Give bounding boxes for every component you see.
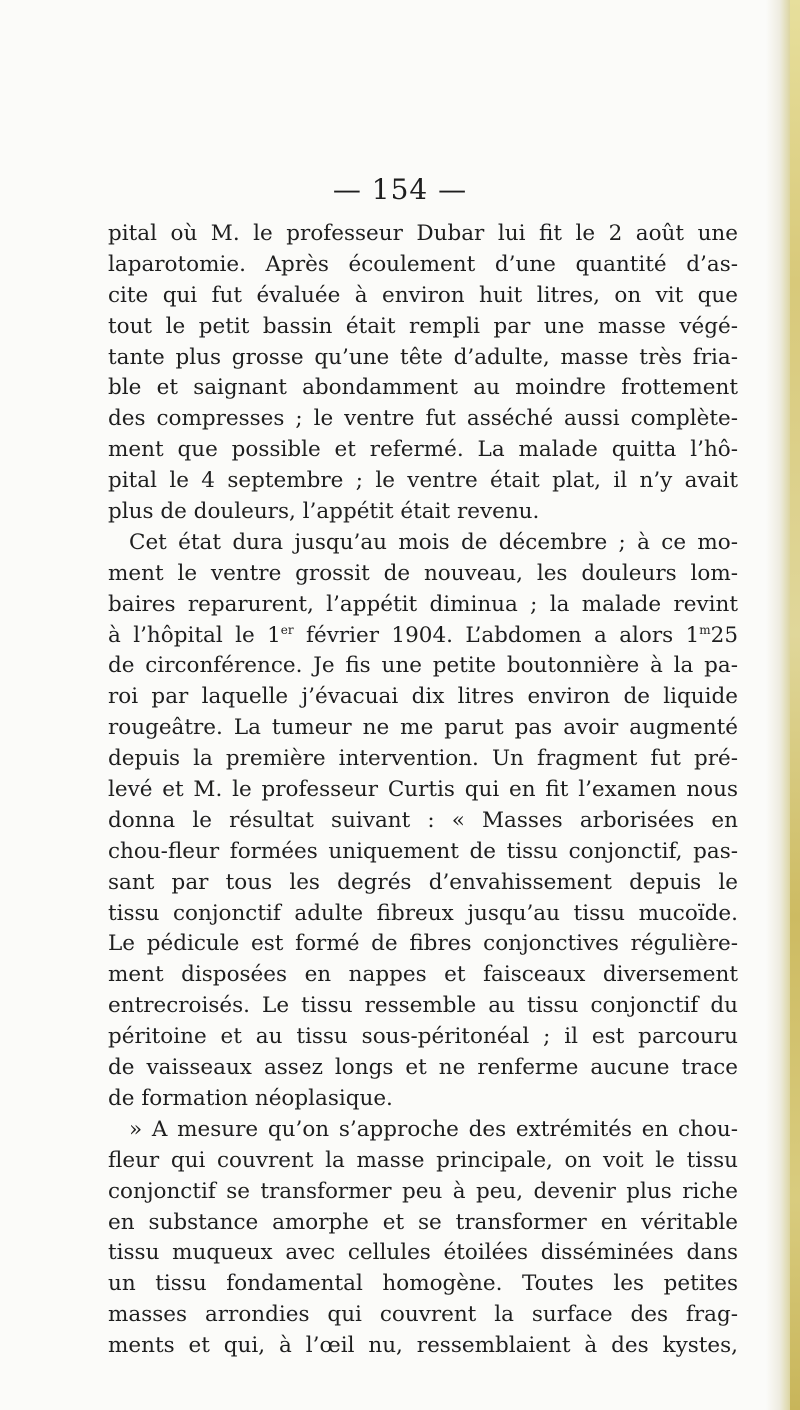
text-line: plus de douleurs, l’appétit était revenu.: [108, 499, 540, 525]
text-line: donna le résultat suivant : « Masses arborisées en: [108, 807, 738, 833]
text-line: Cet état dura jusqu’au mois de décembre ; à ce mo-: [129, 529, 738, 555]
text-line: rougeâtre. La tumeur ne me parut pas avoir augmenté: [108, 715, 738, 741]
text-segment: 25: [710, 622, 739, 648]
text-line: ment que possible et refermé. La malade quitta l’hô-: [108, 437, 738, 463]
page-edge-stain: [790, 0, 800, 1410]
text-line: masses arrondies qui couvrent la surface des frag-: [108, 1302, 738, 1328]
superscript: m: [699, 622, 711, 637]
text-line-with-superscripts: [108, 621, 738, 652]
body-text: [108, 219, 738, 1362]
text-line: de formation néoplasique.: [108, 1085, 393, 1111]
text-line: tissu muqueux avec cellules étoilées disséminées dans: [108, 1240, 738, 1266]
superscript: er: [280, 622, 294, 637]
text-line: péritoine et au tissu sous-péritonéal ; il est parcouru: [108, 1024, 738, 1050]
text-line: Le pédicule est formé de fibres conjonctives régulière-: [108, 931, 738, 957]
text-line: tout le petit bassin était rempli par une masse végé-: [108, 313, 738, 339]
text-line: pital le 4 septembre ; le ventre était plat, il n’y avait: [108, 468, 738, 494]
text-line: ble et saignant abondamment au moindre frottement: [108, 375, 738, 401]
text-line: cite qui fut évaluée à environ huit litres, on vit que: [108, 282, 738, 308]
text-line: fleur qui couvrent la masse principale, on voit le tissu: [108, 1147, 738, 1173]
text-line: ments et qui, à l’œil nu, ressemblaient à des kystes,: [108, 1333, 738, 1359]
text-line: laparotomie. Après écoulement d’une quantité d’as-: [108, 251, 738, 277]
text-line: roi par laquelle j’évacuai dix litres environ de liquide: [108, 684, 738, 710]
text-line: entrecroisés. Le tissu ressemble au tissu conjonctif du: [108, 993, 738, 1019]
text-line: depuis la première intervention. Un fragment fut pré-: [108, 746, 738, 772]
text-line: levé et M. le professeur Curtis qui en fit l’examen nous: [108, 777, 738, 803]
text-line: sant par tous les degrés d’envahissement depuis le: [108, 869, 738, 895]
text-line: ment le ventre grossit de nouveau, les douleurs lom-: [108, 560, 738, 586]
text-line: ment disposées en nappes et faisceaux diversement: [108, 962, 738, 988]
text-line: des compresses ; le ventre fut asséché aussi complète-: [108, 406, 738, 432]
text-line: » A mesure qu’on s’approche des extrémités en chou-: [129, 1116, 738, 1142]
text-line: chou-fleur formées uniquement de tissu conjonctif, pas-: [108, 838, 738, 864]
text-line: de vaisseaux assez longs et ne renferme aucune trace: [108, 1055, 738, 1081]
text-line: conjonctif se transformer peu à peu, devenir plus riche: [108, 1178, 738, 1204]
text-line: tante plus grosse qu’une tête d’adulte, masse très fria-: [108, 344, 738, 370]
text-line: un tissu fondamental homogène. Toutes les petites: [108, 1271, 738, 1297]
text-segment: à l’hôpital le 1: [108, 622, 281, 648]
text-line: tissu conjonctif adulte fibreux jusqu’au tissu mucoïde.: [108, 900, 738, 926]
text-segment: février 1904. L’abdomen a alors 1: [293, 622, 700, 648]
text-line: pital où M. le professeur Dubar lui fit le 2 août une: [108, 221, 738, 246]
page-number: — 154 —: [332, 173, 468, 206]
text-line: baires reparurent, l’appétit diminua ; la malade revint: [108, 591, 738, 617]
text-line: en substance amorphe et se transformer en véritable: [108, 1209, 738, 1235]
text-line: de circonférence. Je fis une petite boutonnière à la pa-: [108, 653, 738, 679]
